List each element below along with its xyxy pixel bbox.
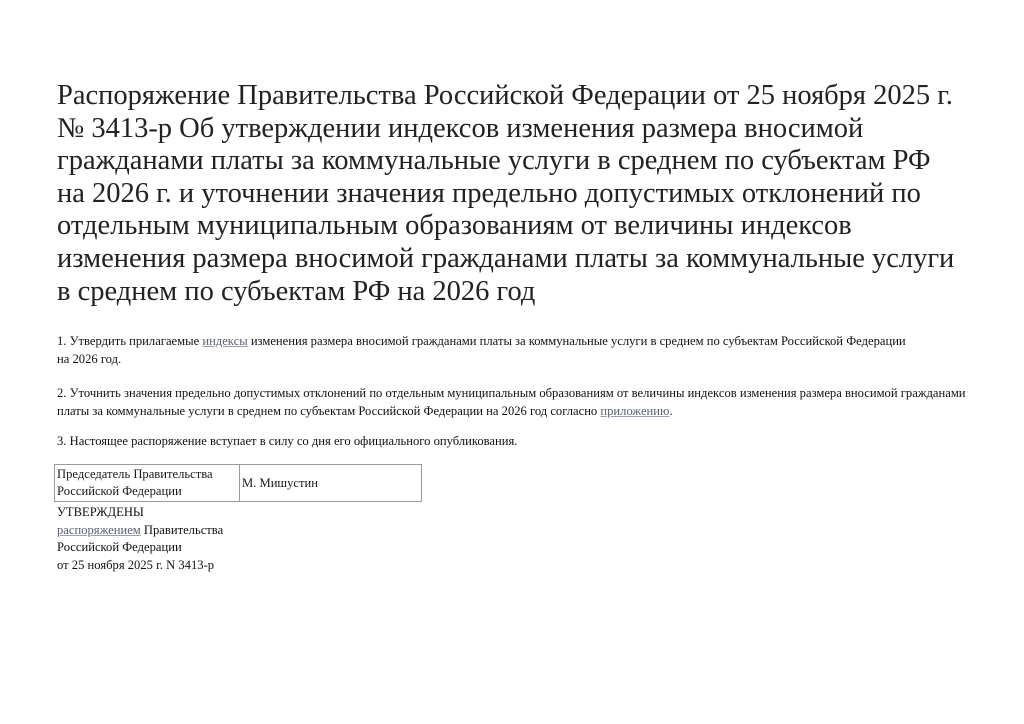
signature-name: М. Мишустин (240, 465, 422, 502)
signature-row (55, 465, 422, 502)
approval-line-1-text: Правительства (140, 522, 224, 537)
signature-table (54, 464, 422, 502)
paragraph-2 (57, 384, 977, 420)
approval-heading: УТВЕРЖДЕНЫ (57, 505, 144, 519)
appendix-link[interactable]: приложению (600, 404, 670, 418)
paragraph-2-text-after: . (669, 404, 673, 418)
approval-line-3: от 25 ноября 2025 г. N 3413-р (57, 557, 215, 572)
indices-link[interactable]: индексы (202, 334, 248, 348)
paragraph-1-text-before: 1. Утвердить прилагаемые (57, 334, 203, 348)
signature-position: Председатель Правительства Российской Федерации (55, 465, 240, 502)
paragraph-2-text-before: 2. Уточнить значения предельно допустимых отклонений по отдельным муниципальным образованиям от величины индексов изменения размера вносимой гражданами платы за коммунальные услуги в среднем по субъектам Российской Федерации на 2026 год согласно (57, 386, 966, 418)
order-link[interactable]: распоряжением (57, 522, 141, 537)
approval-block (57, 504, 223, 574)
paragraph-3: 3. Настоящее распоряжение вступает в силу со дня его официального опубликования. (57, 434, 518, 448)
paragraph-1-text-after: изменения размера вносимой гражданами платы за коммунальные услуги в среднем по субъектам Российской Федерации на 2026 год. (57, 334, 906, 366)
paragraph-1 (57, 332, 907, 368)
approval-line-2: Российской Федерации (57, 540, 182, 554)
document-title: Распоряжение Правительства Российской Федерации от 25 ноября 2025 г. № 3413-р Об утверждении индексов изменения размера вносимой гражданами платы за коммунальные услуги в среднем по субъектам РФ на 2026 г. и уточнении значения предельно допустимых отклонений по отдельным муниципальным образованиям от величины индексов изменения размера вносимой гражданами платы за коммунальные услуги в среднем по субъектам РФ на 2026 год (57, 80, 955, 307)
approval-line-1 (57, 522, 223, 540)
